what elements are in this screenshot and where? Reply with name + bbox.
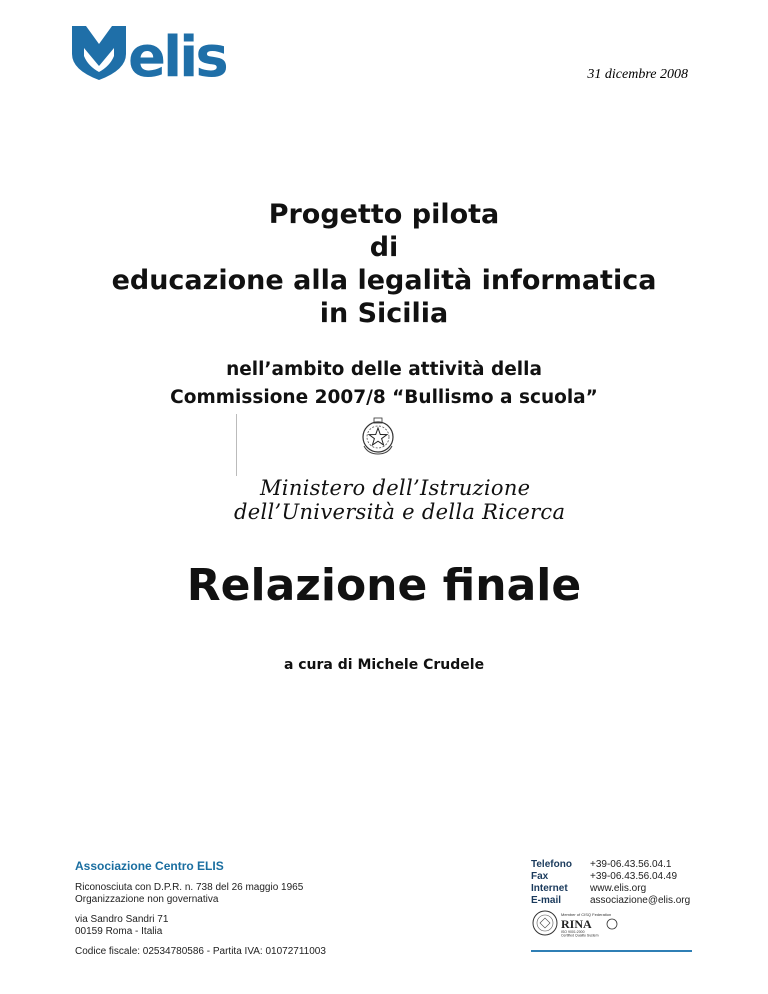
address-line: via Sandro Sandri 71 [75, 914, 169, 925]
ministry-divider [236, 414, 237, 476]
contact-values [590, 859, 690, 907]
address-line: 00159 Roma - Italia [75, 926, 163, 937]
organization-recognition [75, 882, 303, 906]
organization-address [75, 914, 168, 938]
tax-codes: Codice fiscale: 02534780586 - Partita IVA: 01072711003 [75, 946, 326, 957]
subtitle-line: nell’ambito delle attività della [226, 359, 542, 380]
cert-caption: Member of CISQ Federation [561, 912, 612, 917]
ministry-logo [232, 414, 566, 524]
title-line: in Sicilia [319, 298, 449, 329]
elis-logo-text: elis [128, 26, 226, 80]
iqnet-seal-icon [533, 911, 557, 935]
ministry-name-line1: Ministero dell’Istruzione [260, 476, 531, 500]
elis-logo [72, 26, 247, 80]
contact-labels [531, 859, 572, 907]
contact-email-link[interactable]: associazione@elis.org [590, 895, 691, 906]
contact-website-link[interactable]: www.elis.org [590, 883, 647, 894]
title-line: di [369, 232, 399, 263]
contact-label-email: E-mail [531, 895, 562, 906]
subtitle-line: Commissione 2007/8 “Bullismo a scuola” [170, 387, 598, 408]
project-subtitle [0, 356, 768, 412]
report-title: Relazione finale [186, 560, 582, 611]
project-title [0, 198, 768, 330]
organization-name: Associazione Centro ELIS [75, 859, 224, 873]
italian-emblem-icon [358, 416, 398, 456]
ministry-name-line2: dell’Università e della Ricerca [234, 500, 566, 524]
cert-mark-icon [607, 919, 617, 929]
contact-label-fax: Fax [531, 871, 549, 882]
footer-rule [531, 950, 692, 952]
contact-phone: +39-06.43.56.04.1 [590, 859, 672, 870]
document-date: 31 dicembre 2008 [587, 67, 688, 82]
contact-label-phone: Telefono [531, 859, 572, 870]
title-line: Progetto pilota [268, 199, 500, 230]
cert-subcaption: Certified Quality System [561, 933, 599, 937]
contact-fax: +39-06.43.56.04.49 [590, 871, 678, 882]
cert-brand: RINA [561, 917, 592, 931]
recognition-line: Organizzazione non governativa [75, 894, 219, 905]
report-author: a cura di Michele Crudele [283, 657, 485, 673]
rina-certification-badge [531, 909, 661, 937]
cert-standard: ISO 9001:2000 [561, 930, 585, 934]
contact-label-internet: Internet [531, 883, 568, 894]
title-line: educazione alla legalità informatica [111, 265, 657, 296]
recognition-line: Riconosciuta con D.P.R. n. 738 del 26 maggio 1965 [75, 882, 304, 893]
